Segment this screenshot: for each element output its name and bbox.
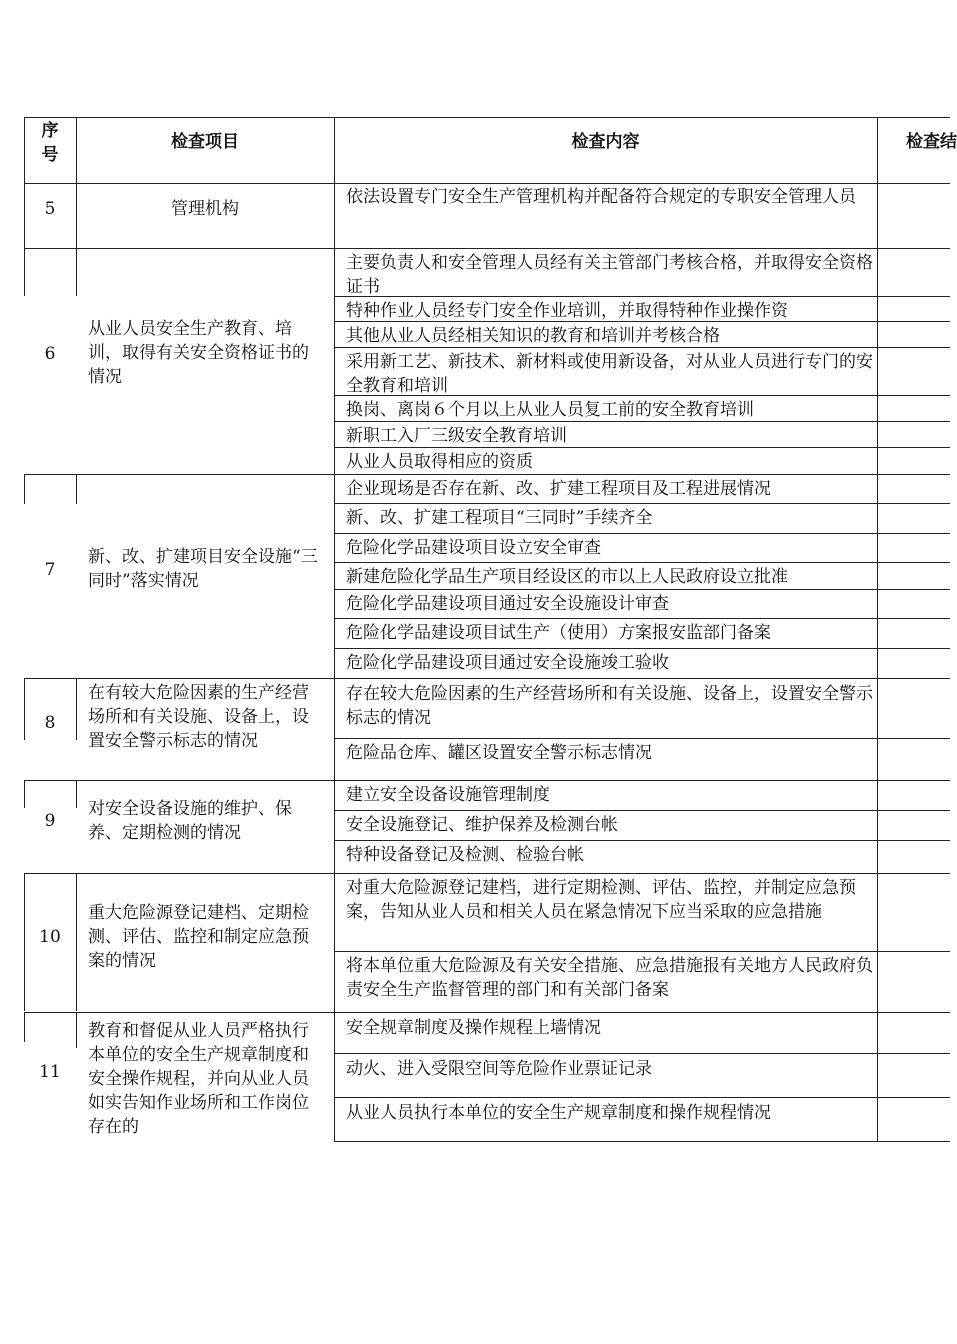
- row-item: 教育和督促从业人员严格执行本单位的安全生产规章制度和安全操作规程，并向从业人员如实告知作业场所和工作岗位存在的: [88, 1021, 309, 1137]
- column-divider: [76, 1012, 77, 1048]
- row-content: 其他从业人员经相关知识的教育和培训并考核合格: [346, 326, 720, 346]
- row-divider: [334, 648, 950, 649]
- row-divider: [334, 395, 950, 396]
- table-border: [24, 248, 25, 296]
- row-content: 存在较大危险因素的生产经营场所和有关设施、设备上，设置安全警示标志的情况: [346, 684, 873, 728]
- row-item: 重大危险源登记建档、定期检测、评估、监控和制定应急预案的情况: [88, 903, 309, 971]
- table-divider: [24, 678, 950, 679]
- column-divider: [76, 117, 77, 248]
- table-border: [24, 678, 25, 740]
- row-divider: [334, 840, 950, 841]
- row-content: 安全设施登记、维护保养及检测台帐: [346, 815, 618, 835]
- row-divider: [334, 296, 950, 297]
- table-border: [24, 117, 950, 118]
- table-divider: [24, 1012, 950, 1013]
- table-divider: [24, 248, 950, 249]
- row-content: 特种作业人员经专门安全作业培训，并取得特种作业操作资: [346, 301, 788, 321]
- column-divider: [76, 678, 77, 740]
- table-border: [24, 873, 25, 1011]
- row-divider: [334, 1053, 950, 1054]
- row-no: 10: [39, 927, 61, 947]
- column-divider: [76, 248, 77, 296]
- row-divider: [334, 1097, 950, 1098]
- table-border: [24, 1012, 25, 1042]
- row-item: 管理机构: [171, 199, 239, 219]
- row-content: 危险化学品建设项目设立安全审查: [346, 538, 601, 558]
- table-divider: [24, 474, 950, 475]
- row-content: 换岗、离岗６个月以上从业人员复工前的安全教育培训: [346, 400, 754, 420]
- row-no: 6: [44, 344, 56, 364]
- row-content: 将本单位重大危险源及有关安全措施、应急措施报有关地方人民政府负责安全生产监督管理的部门和有关部门备案: [346, 956, 873, 1000]
- table-border: [24, 780, 25, 808]
- row-no: 9: [44, 811, 56, 831]
- row-no: 11: [39, 1062, 61, 1082]
- column-divider: [76, 474, 77, 504]
- row-no: 8: [44, 713, 56, 733]
- row-content: 主要负责人和安全管理人员经有关主管部门考核合格，并取得安全资格证书: [346, 253, 873, 297]
- row-content: 安全规章制度及操作规程上墙情况: [346, 1018, 601, 1038]
- row-content: 从业人员取得相应的资质: [346, 452, 533, 472]
- row-divider: [334, 503, 950, 504]
- row-divider: [334, 951, 950, 952]
- row-content: 危险化学品建设项目通过安全设施竣工验收: [346, 653, 669, 673]
- header-result: 检查结: [906, 132, 957, 152]
- row-content: 危险化学品建设项目通过安全设施设计审查: [346, 594, 669, 614]
- row-content: 新职工入厂三级安全教育培训: [346, 426, 567, 446]
- row-item: 新、改、扩建项目安全设施“三同时”落实情况: [88, 547, 318, 591]
- row-content: 建立安全设备设施管理制度: [346, 785, 550, 805]
- row-content: 依法设置专门安全生产管理机构并配备符合规定的专职安全管理人员: [346, 187, 856, 207]
- row-divider: [334, 562, 950, 563]
- row-divider: [334, 810, 950, 811]
- table-divider: [24, 183, 950, 184]
- row-content: 从业人员执行本单位的安全生产规章制度和操作规程情况: [346, 1103, 771, 1123]
- row-item: 在有较大危险因素的生产经营场所和有关设施、设备上，设置安全警示标志的情况: [88, 683, 309, 751]
- row-divider: [334, 618, 950, 619]
- column-divider: [76, 780, 77, 808]
- column-divider: [877, 117, 878, 1142]
- row-content: 采用新工艺、新技术、新材料或使用新设备，对从业人员进行专门的安全教育和培训: [346, 352, 873, 396]
- table-divider: [24, 873, 950, 874]
- row-divider: [334, 589, 950, 590]
- header-seq: 序 号: [41, 121, 59, 165]
- row-content: 新、改、扩建工程项目“三同时”手续齐全: [346, 508, 653, 528]
- row-divider: [334, 421, 950, 422]
- table-divider: [24, 780, 950, 781]
- row-divider: [334, 738, 950, 739]
- row-no: 7: [44, 560, 56, 580]
- row-content: 新建危险化学品生产项目经设区的市以上人民政府设立批准: [346, 567, 788, 587]
- header-item: 检查项目: [171, 132, 239, 152]
- table-bottom: [334, 1141, 950, 1142]
- column-divider: [76, 873, 77, 1011]
- row-item: 对安全设备设施的维护、保养、定期检测的情况: [88, 799, 292, 843]
- row-divider: [334, 447, 950, 448]
- row-content: 对重大危险源登记建档，进行定期检测、评估、监控，并制定应急预案，告知从业人员和相关人员在紧急情况下应当采取的应急措施: [346, 878, 856, 922]
- column-divider: [334, 117, 335, 1142]
- row-content: 危险化学品建设项目试生产（使用）方案报安监部门备案: [346, 623, 771, 643]
- table-border: [24, 117, 25, 248]
- row-content: 动火、进入受限空间等危险作业票证记录: [346, 1059, 652, 1079]
- header-content: 检查内容: [571, 132, 640, 152]
- row-content: 企业现场是否存在新、改、扩建工程项目及工程进展情况: [346, 479, 771, 499]
- row-divider: [334, 533, 950, 534]
- row-content: 危险品仓库、罐区设置安全警示标志情况: [346, 743, 652, 763]
- table-border: [24, 474, 25, 504]
- row-content: 特种设备登记及检测、检验台帐: [346, 845, 584, 865]
- row-divider: [334, 321, 950, 322]
- row-no: 5: [44, 199, 56, 219]
- row-divider: [334, 347, 950, 348]
- row-item: 从业人员安全生产教育、培训，取得有关安全资格证书的情况: [88, 319, 309, 387]
